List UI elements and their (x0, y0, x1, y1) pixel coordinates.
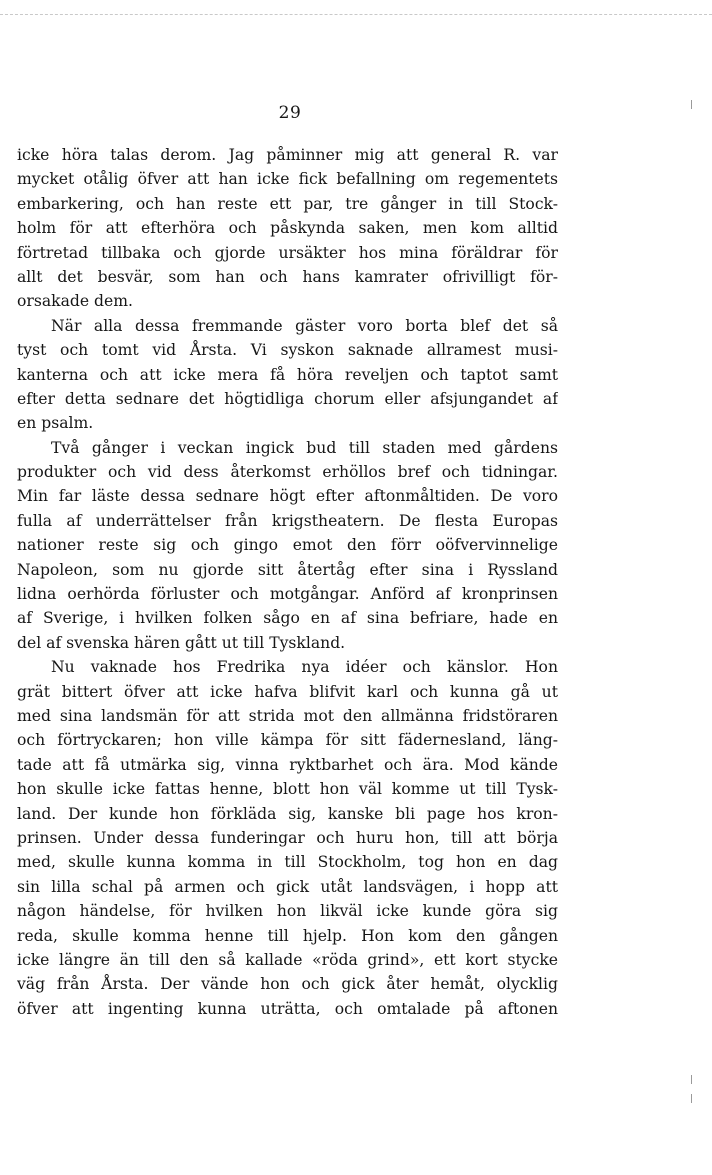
text-line: icke längre än till den så kallade «röda grind», ett kort stycke (17, 950, 558, 969)
text-line: Nu vaknade hos Fredrika nya idéer och känslor. Hon (51, 658, 558, 677)
text-line: förtretad tillbaka och gjorde ursäkter hos mina föräldrar för (17, 243, 558, 262)
text-line: land. Der kunde hon förkläda sig, kanske bli page hos kron- (17, 804, 558, 823)
text-line: med, skulle kunna komma in till Stockholm, tog hon en dag (17, 853, 558, 872)
text-line: allt det besvär, som han och hans kamrater ofrivilligt för- (17, 267, 558, 286)
page-number: 29 (278, 103, 302, 123)
text-line: nationer reste sig och gingo emot den förr oöfvervinnelige (17, 536, 558, 555)
text-line: tade att få utmärka sig, vinna ryktbarhet och ära. Mod kände (17, 755, 558, 774)
text-line: Två gånger i veckan ingick bud till staden med gårdens (51, 438, 558, 457)
text-line: och förtryckaren; hon ville kämpa för sitt fädernesland, läng- (17, 731, 558, 750)
right-edge-mark (691, 100, 692, 109)
text-line: mycket otålig öfver att han icke fick befallning om regementets (17, 170, 558, 189)
text-line: Min far läste dessa sednare högt efter aftonmåltiden. De voro (17, 487, 558, 506)
text-line: grät bittert öfver att icke hafva blifvit karl och kunna gå ut (17, 682, 558, 701)
text-line: fulla af underrättelser från krigstheatern. De flesta Europas (17, 511, 558, 530)
text-line: sin lilla schal på armen och gick utåt landsvägen, i hopp att (17, 877, 558, 896)
text-line: del af svenska hären gått ut till Tyskland. (17, 633, 346, 652)
text-line: någon händelse, för hvilken hon likväl icke kunde göra sig (17, 902, 558, 921)
text-line: orsakade dem. (17, 292, 134, 311)
text-line: tyst och tomt vid Årsta. Vi syskon saknade allramest musi- (17, 341, 558, 360)
text-line: reda, skulle komma henne till hjelp. Hon kom den gången (17, 926, 558, 945)
right-edge-mark (691, 1094, 692, 1103)
text-line: embarkering, och han reste ett par, tre gånger in till Stock- (17, 194, 558, 213)
text-line: med sina landsmän för att strida mot den allmänna fridstöraren (17, 706, 558, 725)
text-line: af Sverige, i hvilken folken sågo en af sina befriare, hade en (17, 609, 558, 628)
text-line: icke höra talas derom. Jag påminner mig att general R. var (17, 146, 558, 164)
text-line: en psalm. (17, 414, 94, 433)
text-line: kanterna och att icke mera få höra reveljen och taptot samt (17, 365, 558, 384)
text-line: väg från Årsta. Der vände hon och gick åter hemåt, olycklig (17, 975, 558, 994)
text-line: prinsen. Under dessa funderingar och huru hon, till att börja (17, 828, 558, 847)
text-line: När alla dessa fremmande gäster voro borta blef det så (51, 316, 558, 335)
text-line: efter detta sednare det högtidliga chorum eller afsjungandet af (17, 389, 558, 408)
body-text (17, 143, 558, 1021)
text-line: holm för att efterhöra och påskynda saken, men kom alltid (17, 219, 558, 238)
text-line: lidna oerhörda förluster och motgångar. Anförd af kronprinsen (17, 585, 558, 604)
right-edge-mark (691, 1075, 692, 1084)
text-line: produkter och vid dess återkomst erhöllos bref och tidningar. (17, 463, 558, 482)
text-line: Napoleon, som nu gjorde sitt återtåg efter sina i Ryssland (17, 560, 558, 579)
page-top-edge (0, 14, 712, 15)
text-line: öfver att ingenting kunna uträtta, och omtalade på aftonen (17, 999, 558, 1018)
text-line: hon skulle icke fattas henne, blott hon väl komme ut till Tysk- (17, 780, 558, 799)
